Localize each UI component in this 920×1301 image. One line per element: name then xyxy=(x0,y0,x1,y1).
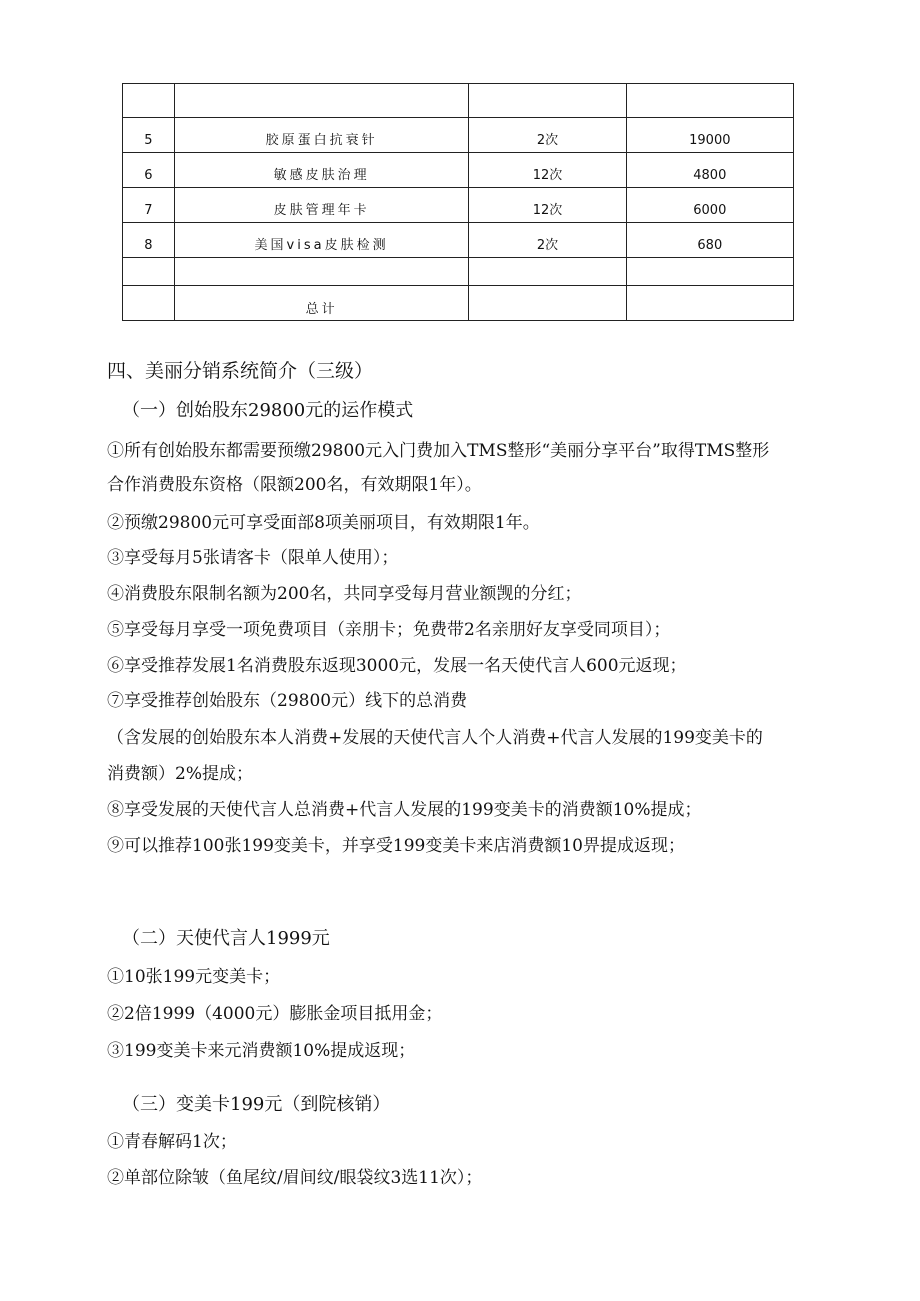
part2-line: ②2倍1999（4000元）膨胀金项目抵用金； xyxy=(107,1004,443,1024)
item-price: 4800 xyxy=(626,153,793,188)
table-row xyxy=(123,84,794,118)
table-row xyxy=(123,223,794,258)
item-price: 6000 xyxy=(626,188,793,223)
part1-title: （一）创始股东29800元的运作模式 xyxy=(122,400,414,421)
item-times: 2次 xyxy=(469,118,626,153)
part1-line: 消费额）2%提成； xyxy=(107,764,253,784)
part1-line: ⑧享受发展的天使代言人总消费+代言人发展的199变美卡的消费额10%提成； xyxy=(107,800,702,820)
part1-line: ⑤享受每月享受一项免费项目（亲朋卡；免费带2名亲朋好友享受同项目）； xyxy=(107,620,671,640)
item-times: 12次 xyxy=(469,153,626,188)
table-row xyxy=(123,258,794,286)
part3-title: （三）变美卡199元（到院核销） xyxy=(122,1094,391,1115)
item-times: 2次 xyxy=(469,223,626,258)
row-number: 7 xyxy=(123,188,175,223)
table-row xyxy=(123,153,794,188)
table-row-total xyxy=(123,286,794,321)
row-number: 5 xyxy=(123,118,175,153)
part2-line: ①10张199元变美卡； xyxy=(107,967,281,987)
part2-title: （二）天使代言人1999元 xyxy=(122,928,330,949)
item-name: 皮肤管理年卡 xyxy=(273,203,370,218)
item-times: 12次 xyxy=(469,188,626,223)
row-number: 6 xyxy=(123,153,175,188)
part3-line: ①青春解码1次； xyxy=(107,1132,237,1152)
item-price: 680 xyxy=(626,223,793,258)
item-price: 19000 xyxy=(626,118,793,153)
part1-line: （含发展的创始股东本人消费+发展的天使代言人个人消费+代言人发展的199变美卡的 xyxy=(107,728,763,748)
part1-line: ①所有创始股东都需要预缴29800元入门费加入TMS整形“美丽分享平台”取得TMS整形 xyxy=(107,441,770,461)
table-row xyxy=(123,118,794,153)
part3-line: ②单部位除皱（鱼尾纹/眉间纹/眼袋纹3选11次）； xyxy=(107,1168,483,1188)
part1-line: ⑦享受推荐创始股东（29800元）线下的总消费 xyxy=(107,691,468,711)
item-name: 胶原蛋白抗衰针 xyxy=(265,133,378,148)
item-name: 敏感皮肤治理 xyxy=(273,168,370,183)
row-number: 8 xyxy=(123,223,175,258)
item-name: 美国visa皮肤检测 xyxy=(254,238,389,253)
part2-line: ③199变美卡来元消费额10%提成返现； xyxy=(107,1041,416,1061)
part1-line: ⑥享受推荐发展1名消费股东返现3000元，发展一名天使代言人600元返现； xyxy=(107,656,687,676)
table-row xyxy=(123,188,794,223)
part1-line: ④消费股东限制名额为200名，共同享受每月营业额觊的分红； xyxy=(107,584,582,604)
section-title: 四、美丽分销系统简介（三级） xyxy=(107,360,374,382)
total-label: 总计 xyxy=(305,302,338,317)
part1-line: ⑨可以推荐100张199变美卡，并享受199变美卡来店消费额10畀提成返现； xyxy=(107,836,685,856)
part1-line: 合作消费股东资格（限额200名，有效期限1年）。 xyxy=(107,475,482,495)
price-table xyxy=(122,83,794,321)
part1-line: ②预缴29800元可享受面部8项美丽项目，有效期限1年。 xyxy=(107,513,540,533)
part1-line: ③享受每月5张请客卡（限单人使用）； xyxy=(107,548,399,568)
